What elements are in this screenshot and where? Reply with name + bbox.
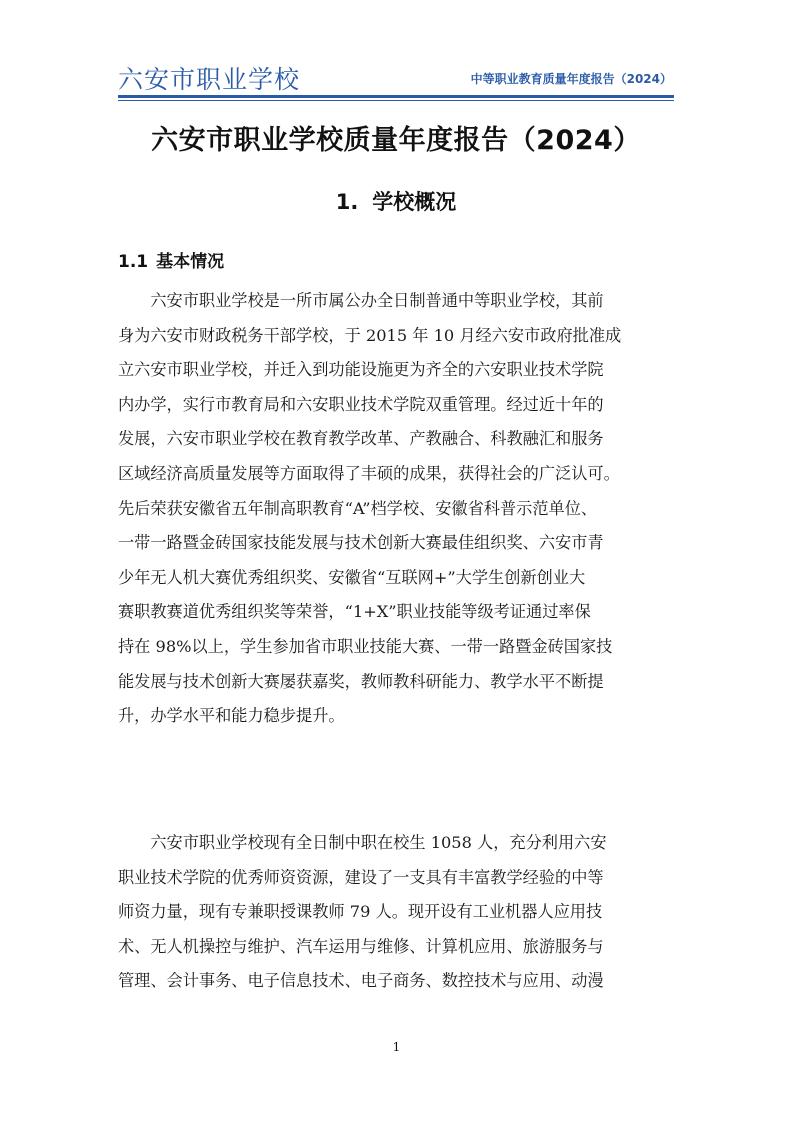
paragraph-1 (118, 284, 674, 734)
paragraph-line: 六安市职业学校是一所市属公办全日制普通中等职业学校，其前 (118, 291, 604, 310)
paragraph-line: 一带一路暨金砖国家技能发展与技术创新大赛最佳组织奖、六安市青 (118, 533, 604, 553)
page-number: 1 (392, 1040, 401, 1054)
header-rule-thin (118, 100, 674, 101)
paragraph-line: 发展，六安市职业学校在教育教学改革、产教融合、科教融汇和服务 (118, 429, 604, 449)
paragraph-line: 赛职教赛道优秀组织奖等荣誉，“1+X”职业技能等级考证通过率保 (118, 602, 591, 622)
paragraph-line: 少年无人机大赛优秀组织奖、安徽省“互联网+”大学生创新创业大 (118, 567, 586, 587)
paragraph-line: 持在 98%以上，学生参加省市职业技能大赛、一带一路暨金砖国家技 (118, 636, 613, 656)
paragraph-line: 术、无人机操控与维护、汽车运用与维修、计算机应用、旅游服务与 (118, 936, 604, 956)
paragraph-line: 先后荣获安徽省五年制高职教育“A”档学校、安徽省科普示范单位、 (118, 498, 598, 518)
subsection-number: 1.1 (118, 252, 149, 272)
header-school-name: 六安市职业学校 (118, 65, 301, 94)
document-title: 六安市职业学校质量年度报告（2024） (151, 125, 641, 156)
paragraph-line: 立六安市职业学校，并迁入到功能设施更为齐全的六安职业技术学院 (118, 360, 604, 380)
paragraph-line: 师资力量，现有专兼职授课教师 79 人。现开设有工业机器人应用技 (118, 902, 603, 922)
header-rule-thick (118, 95, 674, 98)
paragraph-line: 管理、会计事务、电子信息技术、电子商务、数控技术与应用、动漫 (118, 971, 604, 991)
paragraph-line: 区域经济高质量发展等方面取得了丰硕的成果，获得社会的广泛认可。 (118, 463, 620, 483)
paragraph-line: 能发展与技术创新大赛屡获嘉奖，教师教科研能力、教学水平不断提 (118, 671, 604, 691)
paragraph-line: 内办学，实行市教育局和六安职业技术学院双重管理。经过近十年的 (118, 394, 604, 414)
subsection-title: 基本情况 (156, 252, 225, 272)
header-report-label: 中等职业教育质量年度报告（2024） (470, 72, 672, 86)
subsection-heading (118, 247, 224, 272)
section-number: 1. (335, 190, 359, 214)
paragraph-line: 升，办学水平和能力稳步提升。 (118, 706, 345, 726)
section-heading (118, 186, 674, 216)
paragraph-line: 身为六安市财政税务干部学校，于 2015 年 10 月经六安市政府批准成 (118, 325, 622, 345)
page-header (118, 58, 674, 98)
section-title: 学校概况 (372, 190, 457, 214)
paragraph-line: 六安市职业学校现有全日制中职在校生 1058 人，充分利用六安 (118, 833, 607, 852)
paragraph-2 (118, 826, 674, 999)
paragraph-line: 职业技术学院的优秀师资资源，建设了一支具有丰富教学经验的中等 (118, 867, 604, 887)
